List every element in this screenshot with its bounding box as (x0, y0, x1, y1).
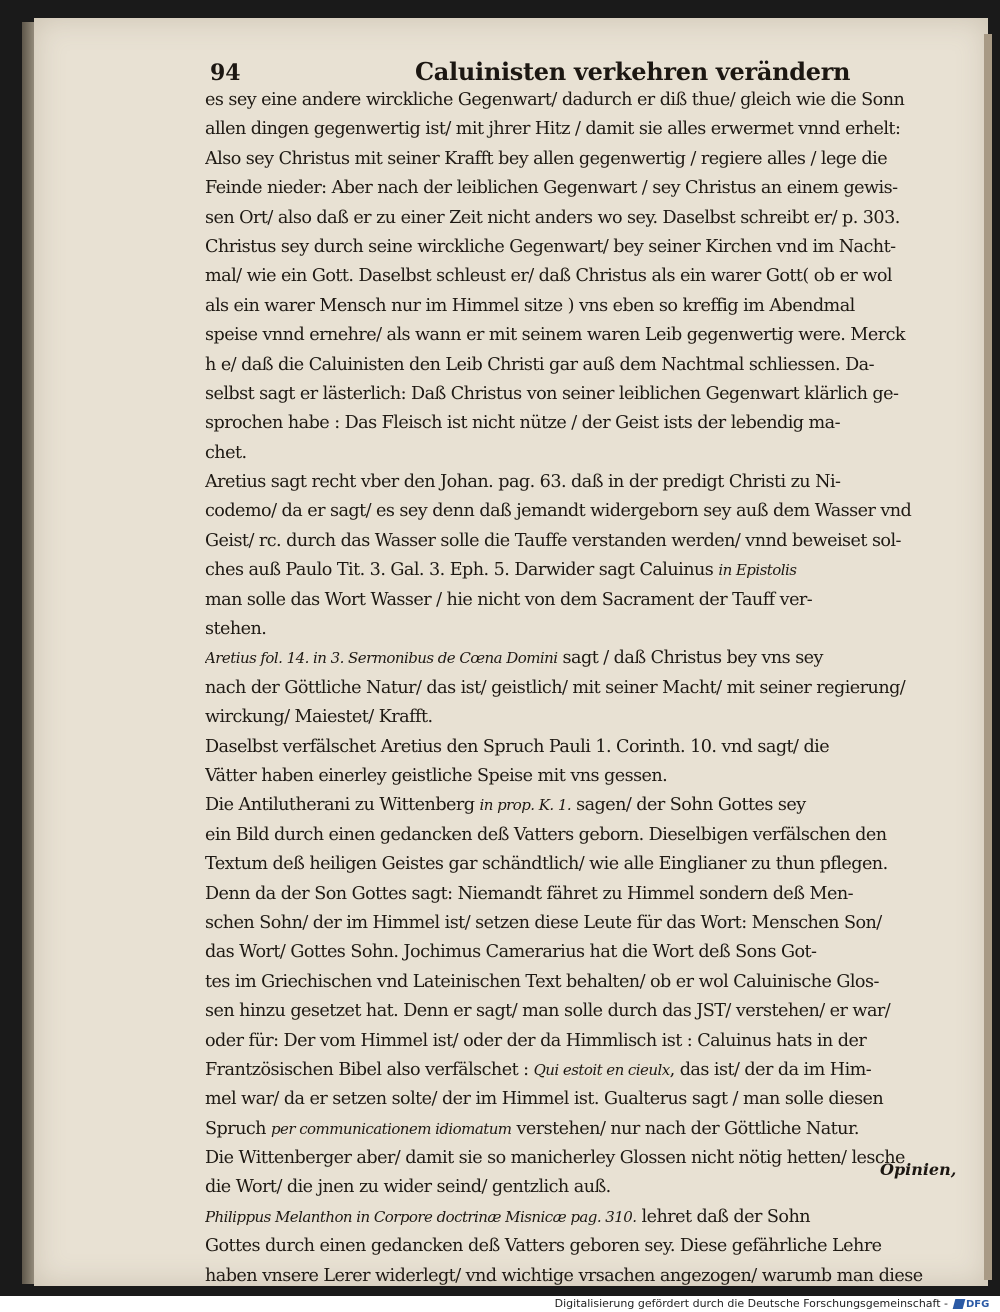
text-line (205, 439, 935, 468)
text-line (205, 968, 935, 997)
text-line (205, 821, 935, 850)
text-segment-italic: in prop. K. 1. (479, 796, 572, 815)
text-segment: es sey eine andere wirckliche Gegenwart/ dadurch er diß thue/ gleich wie die Sonn (205, 90, 905, 110)
text-segment: Spruch (205, 1118, 271, 1139)
text-line (205, 1056, 935, 1085)
text-line (205, 909, 935, 938)
text-line (205, 292, 935, 321)
text-line (205, 850, 935, 879)
text-segment: , das ist/ der da im Him- (669, 1059, 872, 1080)
text-line (205, 262, 935, 291)
text-line (205, 233, 935, 262)
text-segment: tes im Griechischen vnd Lateinischen Text behalten/ ob er wol Caluinische Glos- (205, 971, 879, 992)
text-line (205, 556, 935, 585)
text-body (205, 86, 935, 1291)
text-line (205, 115, 935, 144)
text-segment: Frantzösischen Bibel also verfälschet : (205, 1059, 534, 1080)
text-segment-italic: Aretius fol. 14. in 3. Sermonibus de Cœna Domini (205, 649, 558, 668)
text-segment: allen dingen gegenwertig ist/ mit jhrer Hitz / damit sie alles erwermet vnnd erhelt: (205, 119, 901, 140)
text-segment: codemo/ da er sagt/ es sey denn daß jemandt widergeborn sey auß dem Wasser vnd (205, 501, 912, 522)
text-line (205, 468, 935, 497)
text-line (205, 938, 935, 967)
footer-credit-text: Digitalisierung gefördert durch die Deutsche Forschungsgemeinschaft - (554, 1297, 948, 1310)
text-segment: schen Sohn/ der im Himmel ist/ setzen diese Leute für das Wort: Menschen Son/ (205, 912, 882, 933)
text-segment: das Wort/ Gottes Sohn. Jochimus Camerarius hat die Wort deß Sons Got- (205, 942, 817, 963)
text-line (205, 644, 935, 673)
text-segment-italic: in Epistolis (718, 561, 797, 580)
text-segment: selbst sagt er lästerlich: Daß Christus von seiner leiblichen Gegenwart klärlich ge- (205, 383, 899, 404)
text-segment: ches auß Paulo Tit. 3. Gal. 3. Eph. 5. Darwider sagt Caluinus (205, 560, 719, 581)
text-line (205, 733, 935, 762)
text-segment: die Wort/ die jnen zu wider seind/ gentzlich auß. (205, 1177, 611, 1198)
text-segment: Textum deß heiligen Geistes gar schändtlich/ wie alle Einglianer zu thun pflegen. (205, 854, 888, 875)
text-segment: Gottes durch einen gedancken deß Vatters geboren sey. Diese gefährliche Lehre (205, 1236, 882, 1257)
text-segment: ein Bild durch einen gedancken deß Vatters geborn. Dieselbigen verfälschen den (205, 824, 887, 845)
text-segment: sen hinzu gesetzet hat. Denn er sagt/ man solle durch das JST/ verstehen/ er war/ (205, 1001, 891, 1022)
dfg-logo-icon (953, 1299, 966, 1309)
running-head: Caluinisten verkehren verändern (415, 57, 851, 86)
text-segment: Christus sey durch seine wirckliche Gegenwart/ bey seiner Kirchen vnd im Nacht- (205, 236, 896, 257)
text-segment: Die Antilutherani zu Wittenberg (205, 795, 480, 816)
text-segment: verstehen/ nur nach der Göttliche Natur. (511, 1118, 859, 1139)
text-line (205, 1203, 935, 1232)
page-number: 94 (210, 60, 241, 86)
text-segment: mel war/ da er setzen solte/ der im Himmel ist. Gualterus sagt / man solle diesen (205, 1089, 884, 1110)
text-segment-italic: Philippus Melanthon in Corpore doctrinæ Misnicæ pag. 310. (205, 1207, 637, 1226)
text-line (205, 174, 935, 203)
text-line (205, 1027, 935, 1056)
text-segment: Also sey Christus mit seiner Krafft bey allen gegenwertig / regiere alles / lege die (205, 148, 888, 169)
text-line (205, 409, 935, 438)
text-segment: stehen. (205, 619, 267, 640)
text-segment: h e/ daß die Caluinisten den Leib Christi gar auß dem Nachtmal schliessen. Da- (205, 354, 875, 375)
text-segment: sagen/ der Sohn Gottes sey (571, 795, 806, 816)
text-line (205, 527, 935, 556)
text-line (205, 791, 935, 820)
text-line (205, 674, 935, 703)
text-line (205, 615, 935, 644)
text-segment: als ein warer Mensch nur im Himmel sitze ) vns eben so kreffig im Abendmal (205, 295, 855, 316)
text-segment: sprochen habe : Das Fleisch ist nicht nütze / der Geist ists der lebendig ma- (205, 413, 841, 434)
dfg-logo-letters: DFG (966, 1298, 990, 1310)
text-segment: Die Wittenberger aber/ damit sie so manicherley Glossen nicht nötig hetten/ lesche (205, 1148, 905, 1169)
text-segment-italic: Qui estoit en cieulx (533, 1060, 670, 1079)
text-segment: chet. (205, 442, 247, 463)
text-segment: Geist/ rc. durch das Wasser solle die Tauffe verstanden werden/ vnnd beweiset sol- (205, 530, 901, 551)
text-line (205, 321, 935, 350)
text-line (205, 586, 935, 615)
catchword: Opinien, (880, 1160, 957, 1179)
text-segment: sagt / daß Christus bey vns sey (557, 648, 823, 669)
text-segment: sen Ort/ also daß er zu einer Zeit nicht anders wo sey. Daselbst schreibt er/ p. 303. (205, 207, 900, 228)
text-segment-italic: per communicationem idiomatum (270, 1119, 512, 1138)
text-line (205, 762, 935, 791)
text-line (205, 1115, 935, 1144)
text-segment: oder für: Der vom Himmel ist/ oder der da Himmlisch ist : Caluinus hats in der (205, 1030, 867, 1051)
text-segment: wirckung/ Maiestet/ Krafft. (205, 707, 433, 728)
dfg-logo[interactable] (954, 1298, 994, 1310)
text-segment: mal/ wie ein Gott. Daselbst schleust er/ daß Christus als ein warer Gott( ob er wol (205, 266, 892, 287)
text-line (205, 351, 935, 380)
text-line (205, 880, 935, 909)
text-line (205, 1232, 935, 1261)
text-segment: Aretius sagt recht vber den Johan. pag. 63. daß in der predigt Christi zu Ni- (205, 472, 841, 493)
text-line (205, 1144, 935, 1173)
text-line (205, 997, 935, 1026)
text-line (205, 1085, 935, 1114)
text-segment: Vätter haben einerley geistliche Speise mit vns gessen. (205, 765, 668, 786)
text-line (205, 1173, 935, 1202)
text-line (205, 86, 935, 115)
text-line (205, 1262, 935, 1291)
text-segment: lehret daß der Sohn (636, 1206, 811, 1227)
text-segment: Feinde nieder: Aber nach der leiblichen Gegenwart / sey Christus an einem gewis- (205, 178, 898, 199)
text-line (205, 204, 935, 233)
text-segment: haben vnsere Lerer widerlegt/ vnd wichtige vrsachen angezogen/ warumb man diese (205, 1265, 923, 1286)
text-line (205, 145, 935, 174)
footer-bar (0, 1296, 1000, 1312)
text-segment: nach der Göttliche Natur/ das ist/ geistlich/ mit seiner Macht/ mit seiner regierung/ (205, 677, 906, 698)
page-edge (984, 34, 992, 1280)
text-segment: man solle das Wort Wasser / hie nicht von dem Sacrament der Tauff ver- (205, 589, 813, 610)
text-segment: Daselbst verfälschet Aretius den Spruch Pauli 1. Corinth. 10. vnd sagt/ die (205, 736, 830, 757)
text-line (205, 703, 935, 732)
text-line (205, 380, 935, 409)
text-line (205, 497, 935, 526)
text-segment: Denn da der Son Gottes sagt: Niemandt fähret zu Himmel sondern deß Men- (205, 883, 854, 904)
text-segment: speise vnnd ernehre/ als wann er mit seinem waren Leib gegenwertig were. Merck (205, 325, 905, 346)
